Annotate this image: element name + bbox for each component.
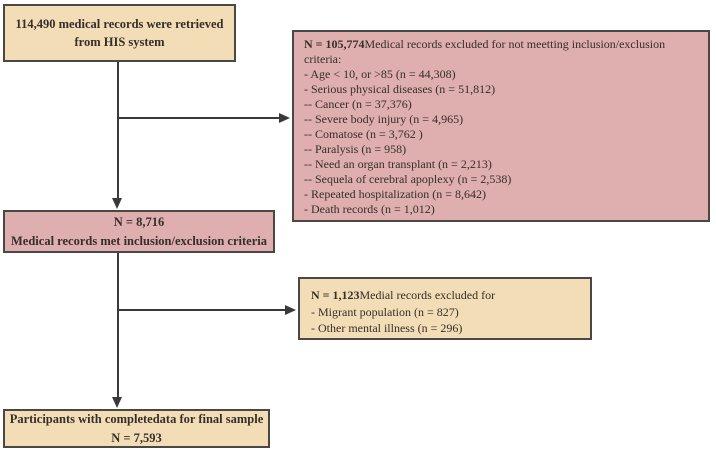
connector-to-secondary-exclusion-line	[118, 309, 285, 311]
exclusion-item-other-mental-illness: - Other mental illness (n = 296)	[311, 321, 463, 335]
records-retrieved-line2: from HIS system	[74, 35, 165, 49]
exclusion-item-severe-body-injury: -- Severe body injury (n = 4,965)	[304, 112, 464, 126]
exclusion-item-cerebral-apoplexy: -- Sequela of cerebral apoplexy (n = 2,538)	[304, 172, 512, 186]
exclusion-item-age-range: - Age < 10, or >85 (n = 44,308)	[304, 67, 456, 81]
excluded-secondary-n: N = 1,123	[311, 288, 360, 302]
excluded-main-title	[304, 37, 698, 67]
box-records-retrieved	[3, 4, 236, 62]
excluded-main-n: N = 105,774	[304, 37, 365, 51]
excluded-secondary-title	[311, 287, 579, 304]
exclusion-item-repeated-hospitalization: - Repeated hospitalization (n = 8,642)	[304, 187, 487, 201]
exclusion-item-migrant-population: - Migrant population (n = 827)	[311, 304, 459, 319]
connector-met-to-final-line	[117, 253, 119, 397]
box-met-criteria	[3, 210, 275, 253]
arrow-right-icon	[285, 305, 296, 315]
box-final-sample	[3, 409, 270, 448]
exclusion-item-organ-transplant: -- Need an organ transplant (n = 2,213)	[304, 157, 492, 171]
exclusion-item-serious-physical-diseases: - Serious physical diseases (n = 51,812)	[304, 82, 496, 96]
box-excluded-main	[292, 30, 710, 222]
met-criteria-label: Medical records met inclusion/exclusion criteria	[11, 233, 267, 248]
records-retrieved-line1: 114,490 medical records were retrieved	[15, 16, 224, 31]
arrow-down-icon	[112, 397, 122, 408]
final-sample-n: N = 7,593	[111, 430, 162, 445]
connector-source-to-met-line	[117, 62, 119, 198]
final-sample-label: Participants with completedata for final sample	[9, 412, 264, 427]
exclusion-item-paralysis: -- Paralysis (n = 958)	[304, 142, 407, 156]
arrow-right-icon	[279, 113, 290, 123]
box-excluded-secondary	[298, 277, 592, 340]
exclusion-item-cancer: -- Cancer (n = 37,376)	[304, 97, 412, 111]
arrow-down-icon	[112, 198, 122, 209]
excluded-secondary-title-text: Medial records excluded for	[359, 288, 496, 302]
exclusion-item-death-records: - Death records (n = 1,012)	[304, 202, 435, 216]
exclusion-item-comatose: -- Comatose (n = 3,762 )	[304, 127, 423, 141]
met-criteria-n: N = 8,716	[113, 215, 165, 230]
connector-to-main-exclusion-line	[118, 117, 279, 119]
excluded-main-title-text: Medical records excluded for not meetting inclusion/exclusion criteria:	[304, 37, 666, 66]
